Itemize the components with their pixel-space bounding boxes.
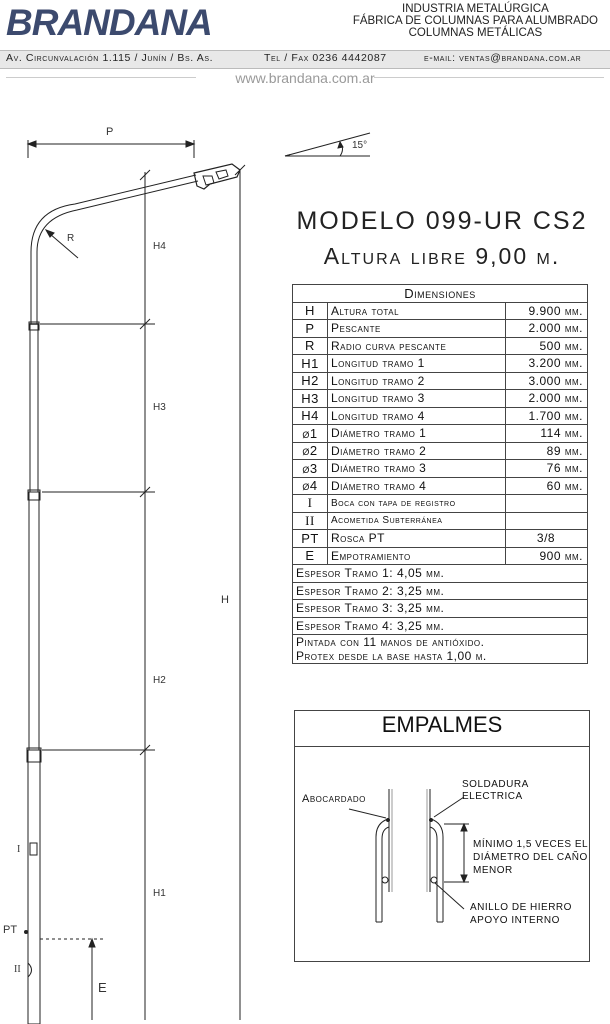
company-line-3: COLUMNAS METÁLICAS (408, 27, 543, 39)
espesor-row: Espesor Tramo 2: 3,25 mm. (293, 582, 588, 600)
table-row: ø3 Diámetro tramo 3 76 mm. (293, 460, 588, 478)
espesor-row: Espesor Tramo 3: 3,25 mm. (293, 600, 588, 618)
label-minimo-3: MENOR (473, 865, 513, 876)
p-arrow-left (28, 141, 36, 147)
empalmes-title: EMPALMES (381, 712, 503, 737)
table-row: H3 Longitud tramo 3 2.000 mm. (293, 390, 588, 408)
table-row: E Empotramiento 900 mm. (293, 547, 588, 565)
label-anillo-1: ANILLO DE HIERRO (470, 902, 572, 913)
table-row: H1 Longitud tramo 1 3.200 mm. (293, 355, 588, 373)
label-h2: H2 (153, 675, 166, 686)
website-link[interactable]: www.brandana.com.ar (235, 70, 375, 86)
label-r: R (67, 233, 75, 244)
label-minimo-2: DIÁMETRO DEL CAÑO (473, 852, 588, 863)
label-pt: PT (3, 924, 18, 936)
model-title: MODELO 099-UR CS2 (296, 207, 588, 235)
label-minimo-1: MÍNIMO 1,5 VECES EL (473, 839, 589, 850)
label-abocardado: Abocardado (302, 793, 366, 805)
label-soldadura-1: SOLDADURA (462, 779, 529, 790)
company-line-1: INDUSTRIA METALÚRGICA (402, 3, 549, 15)
label-anillo-2: APOYO INTERNO (470, 915, 560, 926)
espesor-row: Espesor Tramo 4: 3,25 mm. (293, 617, 588, 635)
label-h4: H4 (153, 241, 166, 252)
table-row: H4 Longitud tramo 4 1.700 mm. (293, 407, 588, 425)
address-text: Av. Circunvalación 1.115 / Junín / Bs. As. (6, 52, 214, 64)
email-link[interactable]: e-mail: ventas@brandana.com.ar (424, 52, 582, 64)
table-row: H2 Longitud tramo 2 3.000 mm. (293, 372, 588, 390)
label-h3: H3 (153, 402, 166, 413)
height-title: Altura libre 9,00 m. (323, 243, 561, 269)
label-h: H (221, 594, 229, 606)
paint-note: Protex desde la base hasta 1,00 m. (293, 649, 588, 664)
label-ii: II (14, 964, 21, 975)
table-row: I Boca con tapa de registro (293, 495, 588, 513)
p-arrow-right (186, 141, 194, 147)
table-row: ø4 Diámetro tramo 4 60 mm. (293, 477, 588, 495)
phone-text: Tel / Fax 0236 4442087 (264, 52, 387, 64)
label-i: I (17, 844, 21, 855)
table-row: II Acometida Subterránea (293, 512, 588, 530)
brand-logo: BRANDANA (6, 2, 212, 43)
label-e: E (98, 980, 107, 995)
dimensions-table (292, 284, 588, 664)
table-row: R Radio curva pescante 500 mm. (293, 337, 588, 355)
table-row: PT Rosca PT 3/8 (293, 530, 588, 548)
pole-drawing (0, 0, 290, 1024)
label-h1: H1 (153, 888, 166, 899)
paint-note: Pintada con 11 manos de antióxido. (293, 635, 588, 650)
table-caption: Dimensiones (293, 285, 588, 303)
company-description (353, 3, 598, 39)
table-row: P Pescante 2.000 mm. (293, 320, 588, 338)
label-soldadura-2: ELECTRICA (462, 791, 523, 802)
luminaire-head (194, 164, 240, 189)
label-p: P (106, 126, 114, 138)
angle-label: 15° (352, 140, 368, 151)
espesor-row: Espesor Tramo 1: 4,05 mm. (293, 565, 588, 583)
table-row: H Altura total 9.900 mm. (293, 302, 588, 320)
table-row: ø2 Diámetro tramo 2 89 mm. (293, 442, 588, 460)
company-line-2: FÁBRICA DE COLUMNAS PARA ALUMBRADO (352, 15, 598, 27)
table-row: ø1 Diámetro tramo 1 114 mm. (293, 425, 588, 443)
